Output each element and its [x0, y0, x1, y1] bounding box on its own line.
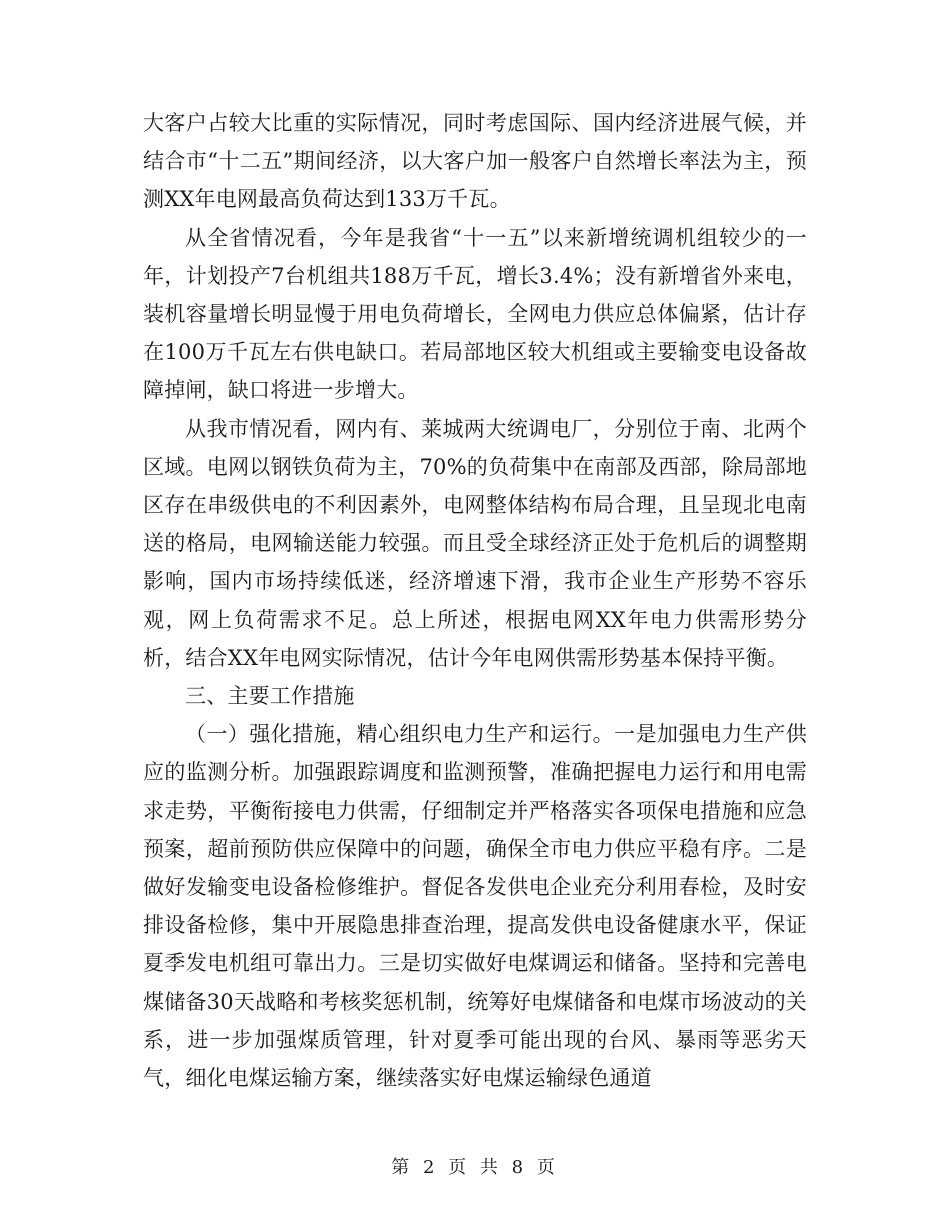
page-footer: 第 2 页 共 8 页 — [391, 1157, 559, 1178]
paragraph-city-situation: 从我市情况看，网内有、莱城两大统调电厂，分别位于南、北两个区域。电网以钢铁负荷为主，70%的负荷集中在南部及西部，除局部地区存在串级供电的不利因素外，电网整体结构布局合理，且呈现北电南送的格局，电网输送能力较强。而且受全球经济正处于危机后的调整期影响，国内市场持续低迷，经济增速下滑，我市企业生产形势不容乐观，网上负荷需求不足。总上所述，根据电网XX年电力供需形势分析，结合XX年电网实际情况，估计今年电网供需形势基本保持平衡。 — [143, 416, 807, 670]
document-body — [143, 104, 807, 1097]
paragraph-measures: （一）强化措施，精心组织电力生产和运行。一是加强电力生产供应的监测分析。加强跟踪调度和监测预警，准确把握电力运行和用电需求走势，平衡衔接电力供需，仔细制定并严格落实各项保电措施和应急预案，超前预防供应保障中的问题，确保全市电力供应平稳有序。二是做好发输变电设备检修维护。督促各发供电企业充分利用春检，及时安排设备检修，集中开展隐患排查治理，提高发供电设备健康水平，保证夏季发电机组可靠出力。三是切实做好电煤调运和储备。坚持和完善电煤储备30天战略和考核奖惩机制，统筹好电煤储备和电煤市场波动的关系，进一步加强煤质管理，针对夏季可能出现的台风、暴雨等恶劣天气，细化电煤运输方案，继续落实好电煤运输绿色通道 — [143, 722, 807, 1091]
paragraph-continuation: 大客户占较大比重的实际情况，同时考虑国际、国内经济进展气候，并结合市“十二五”期间经济，以大客户加一般客户自然增长率法为主，预测XX年电网最高负荷达到133万千瓦。 — [143, 111, 807, 212]
paragraph-province-situation: 从全省情况看，今年是我省“十一五”以来新增统调机组较少的一年，计划投产7台机组共188万千瓦，增长3.4%；没有新增省外来电，装机容量增长明显慢于用电负荷增长，全网电力供应总体偏紧，估计存在100万千瓦左右供电缺口。若局部地区较大机组或主要输变电设备故障掉闸，缺口将进一步增大。 — [143, 225, 807, 403]
section-heading: 三、主要工作措施 — [185, 684, 355, 709]
